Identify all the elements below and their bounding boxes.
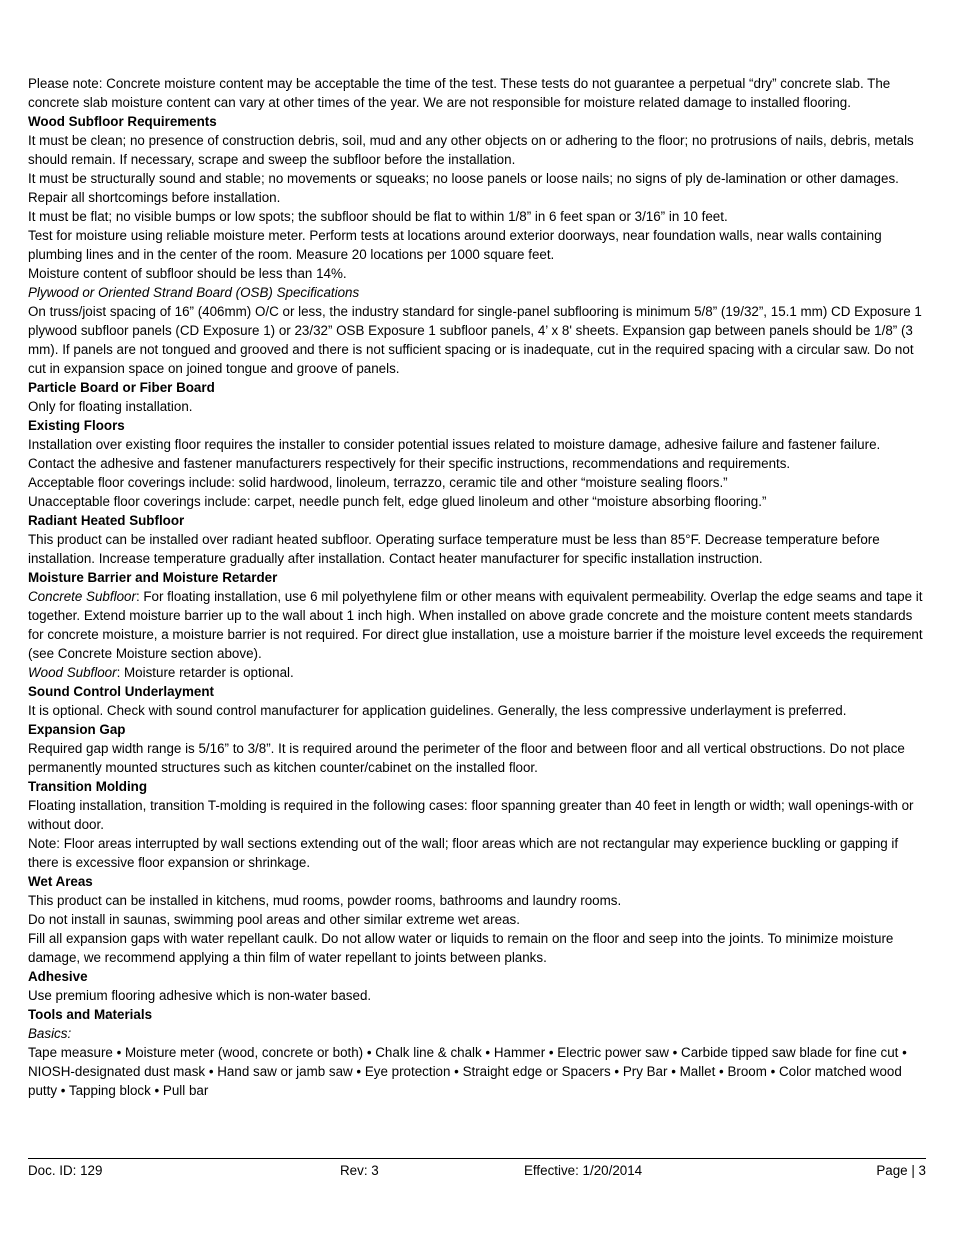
paragraph-lead-term: Concrete Subfloor: [28, 589, 136, 604]
section-heading: Existing Floors: [28, 418, 125, 433]
body-paragraph: Floating installation, transition T-molding is required in the following cases: floor spanning greater than 40 feet in length or width; wall openings-with or without door.: [28, 798, 914, 832]
section-heading: Tools and Materials: [28, 1007, 153, 1022]
footer-doc-id: Doc. ID: 129: [28, 1163, 103, 1178]
body-paragraph: Required gap width range is 5/16” to 3/8”. It is required around the perimeter of the floor and between floor and all vertical obstructions. Do not place permanently mounted structures such as kitchen counter/cabinet on the installed floor.: [28, 741, 905, 775]
section-heading: Transition Molding: [28, 779, 148, 794]
paragraph-text: : Moisture retarder is optional.: [116, 665, 294, 680]
body-paragraph: It must be clean; no presence of construction debris, soil, mud and any other objects on or adhering to the floor; no protrusions of nails, debris, metals should remain. If necessary, scrape and sweep the subfloor before the installation.: [28, 133, 914, 167]
body-paragraph: Fill all expansion gaps with water repellant caulk. Do not allow water or liquids to remain on the floor and seep into the joints. To minimize moisture damage, we recommend applying a thin film of water repellant to joints between planks.: [28, 931, 894, 965]
body-paragraph: [28, 663, 928, 682]
page-footer: [28, 1161, 926, 1180]
document-body: [28, 74, 928, 1100]
section-heading: Sound Control Underlayment: [28, 684, 214, 699]
body-paragraph: Test for moisture using reliable moisture meter. Perform tests at locations around exterior doorways, near foundation walls, near walls containing plumbing lines and in the center of the room. Measure 20 locations per 1000 square feet.: [28, 228, 882, 262]
footer-page-number: Page | 3: [876, 1163, 926, 1178]
body-paragraph: It must be flat; no visible bumps or low spots; the subfloor should be flat to within 1/8” in 6 feet span or 3/16” in 10 feet.: [28, 209, 728, 224]
body-paragraph: Note: Floor areas interrupted by wall sections extending out of the wall; floor areas which are not rectangular may experience buckling or gapping if there is excessive floor expansion or shrinkage.: [28, 836, 899, 870]
body-paragraph: Acceptable floor coverings include: solid hardwood, linoleum, terrazzo, ceramic tile and other “moisture sealing floors.”: [28, 475, 728, 490]
footer-revision: Rev: 3: [340, 1163, 379, 1178]
subsection-heading: Basics:: [28, 1026, 72, 1041]
body-paragraph: Installation over existing floor requires the installer to consider potential issues related to moisture damage, adhesive failure and fastener failure. Contact the adhesive and fastener manufacturers respectively for their specific instructions, recommendations and requirements.: [28, 437, 881, 471]
body-paragraph: This product can be installed in kitchens, mud rooms, powder rooms, bathrooms and laundry rooms.: [28, 893, 622, 908]
body-paragraph: Do not install in saunas, swimming pool areas and other similar extreme wet areas.: [28, 912, 520, 927]
section-heading: Wood Subfloor Requirements: [28, 114, 217, 129]
section-heading: Expansion Gap: [28, 722, 126, 737]
section-heading: Moisture Barrier and Moisture Retarder: [28, 570, 278, 585]
body-paragraph: Use premium flooring adhesive which is non-water based.: [28, 988, 372, 1003]
section-heading: Radiant Heated Subfloor: [28, 513, 185, 528]
paragraph-text: : For floating installation, use 6 mil polyethylene film or other means with equivalent permeability. Overlap the edge seams and tape it together. Extend moisture barrier up to the wall about 1 inch high. When installed on above grade concrete and the moisture content meets standards for concrete moisture, a moisture barrier is not required. For direct glue installation, use a moisture barrier if the moisture level exceeds the requirement (see Concrete Moisture section above).: [28, 589, 923, 661]
body-paragraph: On truss/joist spacing of 16” (406mm) O/C or less, the industry standard for single-panel subflooring is minimum 5/8” (19/32”, 15.1 mm) CD Exposure 1 plywood subfloor panels (CD Exposure 1) or 23/32” OSB Exposure 1 subfloor panels, 4’ x 8' sheets. Expansion gap between panels should be 1/8” (3 mm). If panels are not tongued and grooved and there is not sufficient spacing or is inadequate, cut in the required spacing with a circular saw. Do not cut in expansion space on joined tongue and groove of panels.: [28, 304, 922, 376]
body-paragraph: [28, 587, 928, 663]
body-paragraph: Please note: Concrete moisture content may be acceptable the time of the test. These tests do not guarantee a perpetual “dry” concrete slab. The concrete slab moisture content can vary at other times of the year. We are not responsible for moisture related damage to installed flooring.: [28, 76, 891, 110]
paragraph-lead-term: Wood Subfloor: [28, 665, 117, 680]
body-paragraph: Only for floating installation.: [28, 399, 193, 414]
section-heading: Particle Board or Fiber Board: [28, 380, 215, 395]
section-heading: Adhesive: [28, 969, 88, 984]
section-heading: Wet Areas: [28, 874, 93, 889]
footer-divider: [28, 1158, 926, 1159]
body-paragraph: Moisture content of subfloor should be less than 14%.: [28, 266, 347, 281]
footer-effective-date: Effective: 1/20/2014: [524, 1163, 643, 1178]
subsection-heading: Plywood or Oriented Strand Board (OSB) Specifications: [28, 285, 360, 300]
body-paragraph: This product can be installed over radiant heated subfloor. Operating surface temperature must be less than 85°F. Decrease temperature before installation. Increase temperature gradually after installation. Contact heater manufacturer for specific installation instruction.: [28, 532, 880, 566]
body-paragraph: Unacceptable floor coverings include: carpet, needle punch felt, edge glued linoleum and other “moisture absorbing flooring.”: [28, 494, 767, 509]
body-paragraph: Tape measure • Moisture meter (wood, concrete or both) • Chalk line & chalk • Hammer • Electric power saw • Carbide tipped saw blade for fine cut • NIOSH-designated dust mask • Hand saw or jamb saw • Eye protection • Straight edge or Spacers • Pry Bar • Mallet • Broom • Color matched wood putty • Tapping block • Pull bar: [28, 1045, 907, 1098]
body-paragraph: It must be structurally sound and stable; no movements or squeaks; no loose panels or loose nails; no signs of ply de-lamination or other damages. Repair all shortcomings before installation.: [28, 171, 899, 205]
body-paragraph: It is optional. Check with sound control manufacturer for application guidelines. Generally, the less compressive underlayment is preferred.: [28, 703, 847, 718]
